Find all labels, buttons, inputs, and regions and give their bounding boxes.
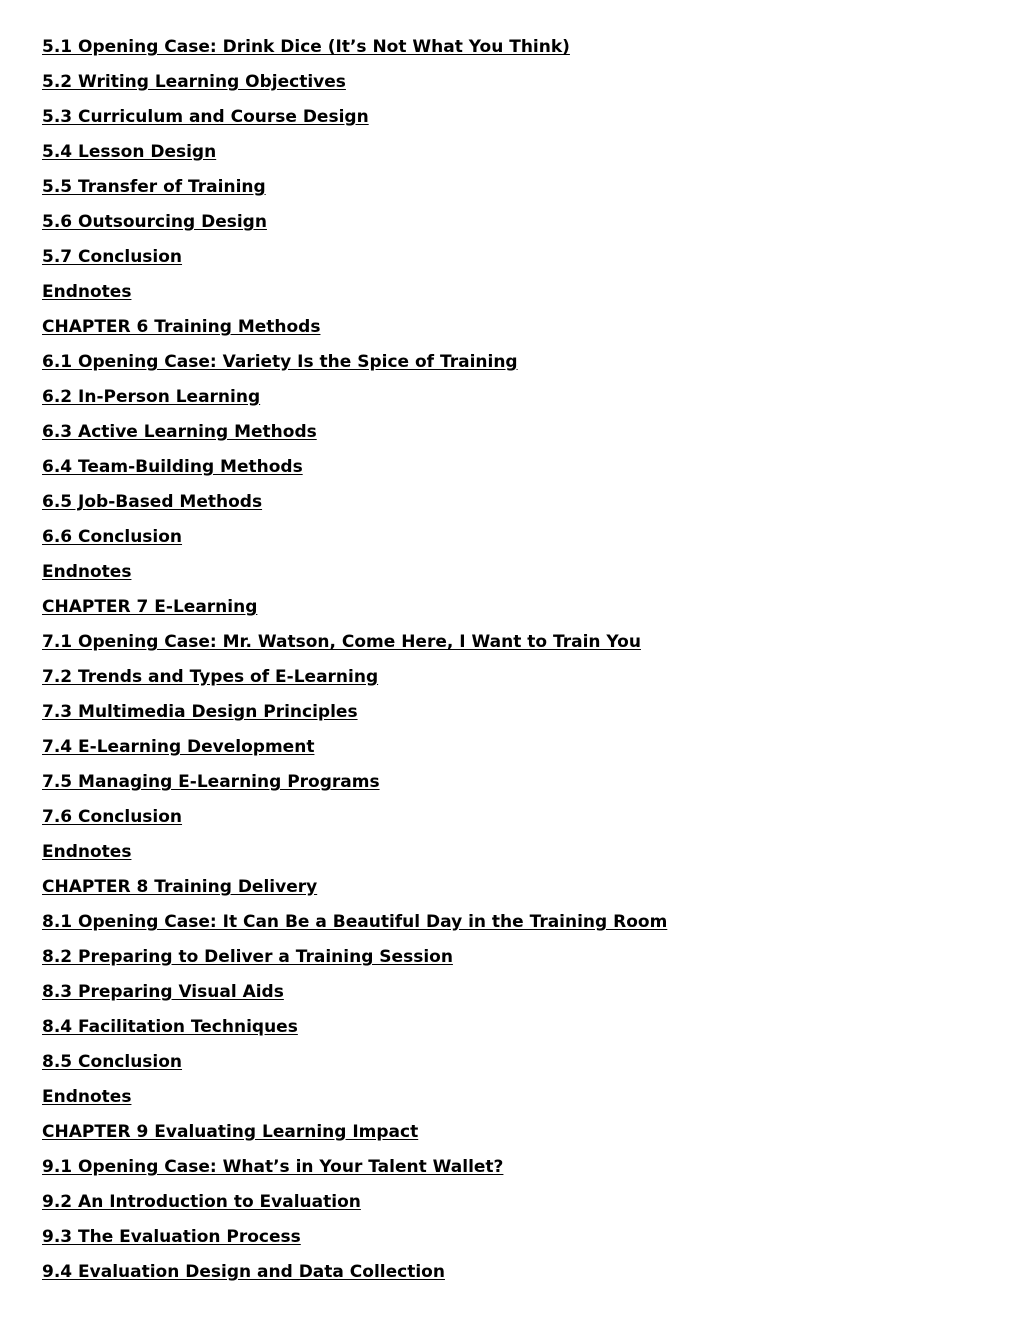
toc-link[interactable]: 8.4 Facilitation Techniques: [42, 1017, 298, 1037]
toc-link[interactable]: 5.3 Curriculum and Course Design: [42, 107, 369, 127]
toc-link[interactable]: 6.6 Conclusion: [42, 527, 183, 547]
toc-link[interactable]: 6.3 Active Learning Methods: [42, 422, 317, 442]
toc-item: [42, 1086, 667, 1121]
toc-link[interactable]: 9.3 The Evaluation Process: [42, 1227, 301, 1247]
toc-link[interactable]: 9.1 Opening Case: What’s in Your Talent Wallet?: [42, 1157, 504, 1177]
toc-link-chapter[interactable]: CHAPTER 7 E-Learning: [42, 597, 258, 617]
toc-link[interactable]: 6.1 Opening Case: Variety Is the Spice of Training: [42, 352, 518, 372]
toc-link[interactable]: 7.5 Managing E-Learning Programs: [42, 772, 380, 792]
toc-item: [42, 1051, 667, 1086]
toc-link[interactable]: 6.5 Job-Based Methods: [42, 492, 263, 512]
toc-link[interactable]: 9.2 An Introduction to Evaluation: [42, 1192, 361, 1212]
toc-item: [42, 806, 667, 841]
toc-item: [42, 981, 667, 1016]
toc-item: [42, 596, 667, 631]
toc-item: [42, 211, 667, 246]
toc-item: [42, 491, 667, 526]
toc-link-chapter[interactable]: CHAPTER 6 Training Methods: [42, 317, 321, 337]
toc-item: [42, 1156, 667, 1191]
toc-item: [42, 1261, 667, 1296]
toc-link[interactable]: 6.4 Team-Building Methods: [42, 457, 303, 477]
toc-link[interactable]: 7.2 Trends and Types of E-Learning: [42, 667, 379, 687]
toc-link[interactable]: 5.6 Outsourcing Design: [42, 212, 267, 232]
toc-link[interactable]: 8.5 Conclusion: [42, 1052, 183, 1072]
table-of-contents: [42, 36, 667, 1296]
toc-link[interactable]: 8.2 Preparing to Deliver a Training Session: [42, 947, 453, 967]
toc-item: [42, 1191, 667, 1226]
toc-item: [42, 666, 667, 701]
toc-item: [42, 71, 667, 106]
toc-item: [42, 246, 667, 281]
toc-link[interactable]: 5.5 Transfer of Training: [42, 177, 266, 197]
toc-link-endnotes[interactable]: Endnotes: [42, 562, 132, 582]
toc-item: [42, 736, 667, 771]
toc-link[interactable]: 5.7 Conclusion: [42, 247, 183, 267]
toc-link[interactable]: 8.1 Opening Case: It Can Be a Beautiful Day in the Training Room: [42, 912, 668, 932]
toc-item: [42, 351, 667, 386]
toc-link[interactable]: 7.6 Conclusion: [42, 807, 183, 827]
toc-item: [42, 876, 667, 911]
toc-item: [42, 526, 667, 561]
toc-item: [42, 561, 667, 596]
toc-link[interactable]: 5.4 Lesson Design: [42, 142, 217, 162]
toc-item: [42, 841, 667, 876]
toc-item: [42, 911, 667, 946]
toc-link[interactable]: 7.3 Multimedia Design Principles: [42, 702, 358, 722]
toc-item: [42, 386, 667, 421]
toc-link[interactable]: 8.3 Preparing Visual Aids: [42, 982, 284, 1002]
toc-item: [42, 1121, 667, 1156]
toc-item: [42, 106, 667, 141]
toc-link-chapter[interactable]: CHAPTER 8 Training Delivery: [42, 877, 318, 897]
toc-item: [42, 316, 667, 351]
toc-link-endnotes[interactable]: Endnotes: [42, 282, 132, 302]
toc-item: [42, 1226, 667, 1261]
toc-item: [42, 1016, 667, 1051]
toc-item: [42, 456, 667, 491]
toc-item: [42, 281, 667, 316]
toc-item: [42, 176, 667, 211]
toc-link[interactable]: 7.4 E-Learning Development: [42, 737, 315, 757]
toc-link-chapter[interactable]: CHAPTER 9 Evaluating Learning Impact: [42, 1122, 419, 1142]
toc-item: [42, 36, 667, 71]
toc-item: [42, 421, 667, 456]
toc-item: [42, 771, 667, 806]
toc-link-endnotes[interactable]: Endnotes: [42, 1087, 132, 1107]
toc-item: [42, 701, 667, 736]
toc-item: [42, 631, 667, 666]
toc-link[interactable]: 9.4 Evaluation Design and Data Collection: [42, 1262, 445, 1282]
toc-link[interactable]: 5.1 Opening Case: Drink Dice (It’s Not What You Think): [42, 37, 570, 57]
toc-link[interactable]: 7.1 Opening Case: Mr. Watson, Come Here, I Want to Train You: [42, 632, 641, 652]
toc-link-endnotes[interactable]: Endnotes: [42, 842, 132, 862]
toc-item: [42, 141, 667, 176]
toc-item: [42, 946, 667, 981]
toc-link[interactable]: 5.2 Writing Learning Objectives: [42, 72, 346, 92]
toc-link[interactable]: 6.2 In-Person Learning: [42, 387, 261, 407]
